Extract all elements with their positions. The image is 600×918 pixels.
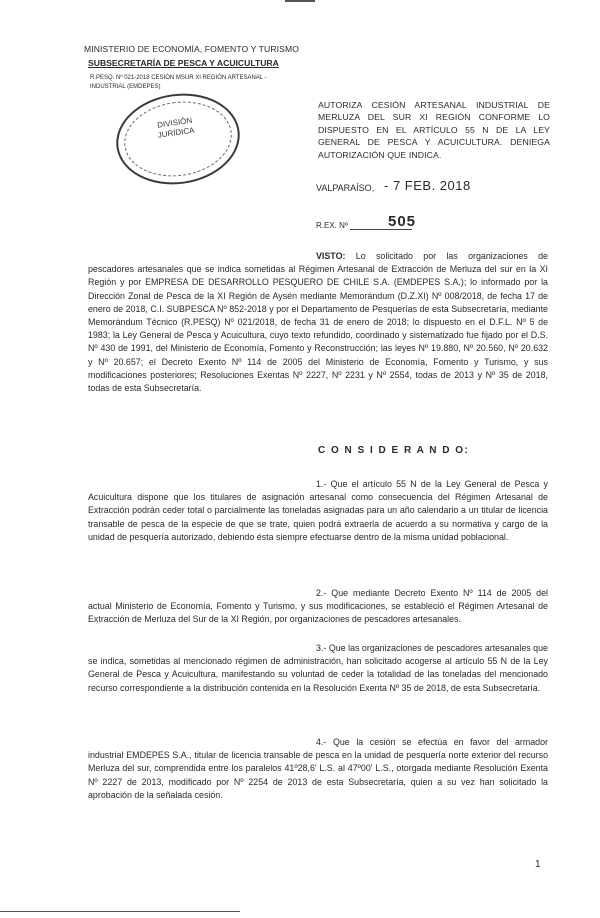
considerando-4: 4.- Que la cesión se efectúa en favor del armador industrial EMDEPES S.A., titular de licencia transable de pesca en la unidad de pesquería norte exterior del recurso Merluza del sur, comprendida entre los paralelos 41º28,6' L.S. al 47º00' L.S., otorgada mediante Resolución Exenta Nº 2227 de 2013, modificado por Nº 2254 de 2013 de esta Subsecretaría, quien a su vez han solicitado la aprobación de la señalada cesión. [88, 737, 548, 800]
footer-line [0, 911, 240, 912]
considerando-title: C O N S I D E R A N D O: [318, 445, 470, 456]
visto-paragraph [88, 250, 548, 395]
scan-mark [285, 0, 315, 2]
issue-date: - 7 FEB. 2018 [384, 178, 471, 193]
rex-label: R.EX. Nº [316, 221, 348, 230]
subsecretaria-header: SUBSECRETARÍA DE PESCA Y ACUICULTURA [88, 58, 279, 68]
stamp-text: DIVISIÓN JURÍDICA [156, 115, 195, 140]
division-stamp [110, 86, 245, 192]
resolution-summary: AUTORIZA CESIÓN ARTESANAL INDUSTRIAL DE MERLUZA DEL SUR XI REGIÓN CONFORME LO DISPUESTO EN EL ARTÍCULO 55 N DE LA LEY GENERAL DE PESCA Y ACUICULTURA. DENIEGA AUTORIZACIÓN QUE INDICA. [318, 100, 550, 160]
place-label: VALPARAÍSO, [316, 183, 375, 193]
ministry-header: MINISTERIO DE ECONOMÍA, FOMENTO Y TURISMO [84, 44, 299, 54]
visto-lead: VISTO: [316, 251, 346, 261]
considerando-1: 1.- Que el artículo 55 N de la Ley General de Pesca y Acuicultura dispone que los titulares de asignación artesanal como consecuencia del Régimen Artesanal de Extracción podrán ceder total o parcialmente las toneladas asignadas para un año calendario a un titular de licencia transable de pesca de la especie de que se trate, quien podrá extraerla de acuerdo a su normativa y cargo de la unidad de pesquería autorizado, debiendo ésta siempre efectuarse dentro de la misma unidad poblacional. [88, 479, 548, 542]
reference-code: R.PESQ. Nº 021-2018 CESIÓN MSUR XI REGIÓN ARTESANAL - INDUSTRIAL (EMDEPES) [90, 75, 267, 90]
rex-number: 505 [388, 213, 417, 230]
considerando-3: 3.- Que las organizaciones de pescadores artesanales que se indica, sometidas al mencionado régimen de administración, han solicitado acogerse al artículo 55 N de la Ley General de Pesca y Acuicultura, manifestando su voluntad de ceder la totalidad de las toneladas del mencionado recurso correspondiente a la distribución contenida en la Resolución Exenta Nº 35 de 2018, de esta Subsecretaría. [88, 643, 548, 693]
visto-text: Lo solicitado por las organizaciones de pescadores artesanales que se indica sometidas al Régimen Artesanal de Extracción de Merluza del sur en la XI Región y por EMPRESA DE DESARROLLO PESQUERO DE CHILE S.A. (EMDEPES S.A.); lo informado por la Dirección Zonal de Pesca de la XI Región de Aysén mediante Memorándum (D.Z.XI) Nº 008/2018, de fecha 17 de enero de 2018, C.I. SUBPESCA Nº 852-2018 y por el Departamento de Pesquerías de esta Subsecretaría, mediante Memorándum Técnico (R.PESQ) Nº 021/2018, de fecha 31 de enero de 2018; lo dispuesto en el D.F.L. Nº 5 de 1983; la Ley General de Pesca y Acuicultura, cuyo texto refundido, coordinado y sistematizado fue fijado por el D.S. Nº 430 de 1991, del Ministerio de Economía, Fomento y Reconstrucción; las leyes Nº 19.880, Nº 20.560, Nº 20.632 y Nº 20.657; el Decreto Exento Nº 114 de 2005 del Ministerio de Economía, Fomento y Turismo, y sus modificaciones posteriores; Resoluciones Exentas Nº 2227, Nº 2231 y Nº 2554, todas de 2013 y Nº 35 de 2018, todas de esta Subsecretaría. [88, 251, 548, 394]
stamp-ring [119, 95, 236, 183]
considerando-2: 2.- Que mediante Decreto Exento Nº 114 de 2005 del actual Ministerio de Economía, Fomento y Turismo, y sus modificaciones, se estableció el Régimen Artesanal de Extracción de Merluza del Sur de la XI Región, por organizaciones de pescadores artesanales. [88, 588, 548, 625]
page-number: 1 [535, 859, 541, 870]
